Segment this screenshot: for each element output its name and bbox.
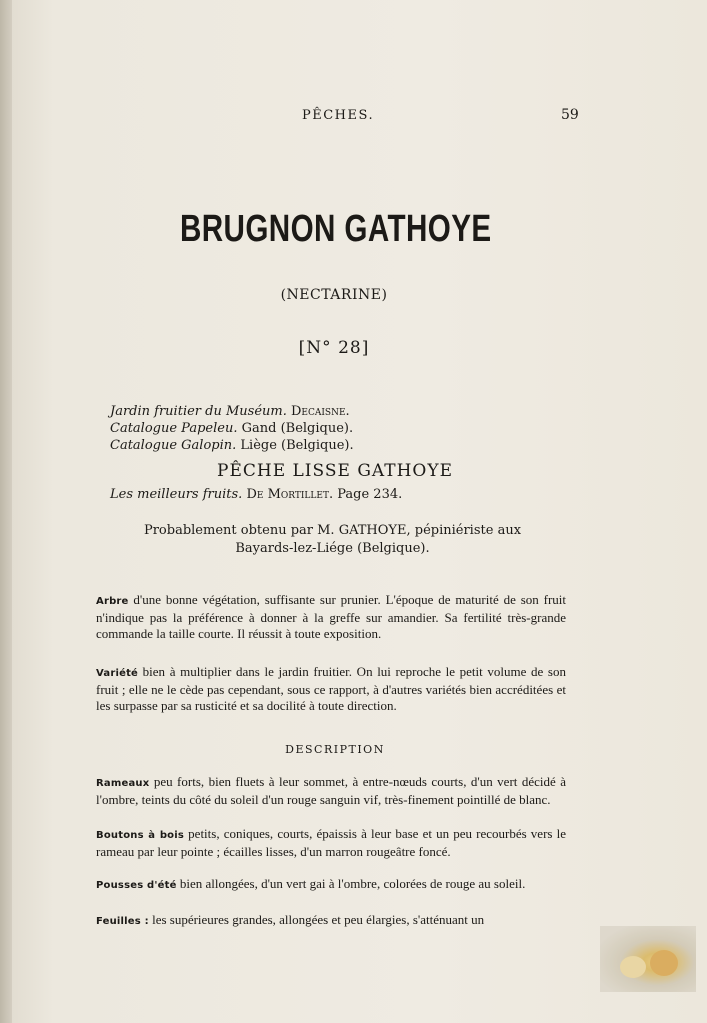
fruit-icon bbox=[620, 956, 646, 978]
paragraph-pousses: Pousses d'été bien allongées, d'un vert gai à l'ombre, colorées de rouge au soleil. bbox=[96, 876, 526, 891]
description-heading: DESCRIPTION bbox=[285, 743, 385, 756]
paragraph-boutons: Boutons à bois petits, coniques, courts, épaissis à leur base et un peu recourbés vers le rameau par leur pointe ; écailles lisses, d'un marron rougeâtre foncé. bbox=[96, 826, 566, 859]
paragraph-rameaux: Rameaux peu forts, bien fluets à leur sommet, à entre-nœuds courts, d'un vert décidé à l'ombre, teints du côté du soleil d'un rouge sanguin vif, très-finement pointillé de blanc. bbox=[96, 774, 566, 807]
entry-number: [N° 28] bbox=[298, 338, 370, 358]
page bbox=[12, 0, 707, 1023]
reference-item: Jardin fruitier du Muséum. Decaisne. bbox=[110, 404, 350, 419]
fruit-thumbnail-image bbox=[600, 926, 696, 992]
paragraph-variete: Variété bien à multiplier dans le jardin fruitier. On lui reproche le petit volume de son fruit ; elle ne le cède pas cependant, sous ce rapport, à d'autres variétés bien accréditées et les surpasse par sa rusticité et sa docilité à toute direction. bbox=[96, 664, 566, 713]
synonym-reference: Les meilleurs fruits. De Mortillet. Page 234. bbox=[110, 487, 403, 502]
references-list bbox=[110, 403, 354, 454]
book-spine-edge bbox=[0, 0, 12, 1023]
synonym-heading: PÊCHE LISSE GATHOYE bbox=[217, 461, 453, 481]
running-header: PÊCHES. bbox=[302, 108, 375, 123]
reference-item: Catalogue Papeleu. Gand (Belgique). bbox=[110, 421, 354, 436]
subtitle: (NECTARINE) bbox=[280, 287, 388, 303]
reference-item: Catalogue Galopin. Liège (Belgique). bbox=[110, 438, 354, 453]
title-container bbox=[0, 208, 672, 251]
fruit-icon bbox=[650, 950, 678, 976]
paragraph-arbre: Arbre d'une bonne végétation, suffisante sur prunier. L'époque de maturité de son fruit n'indique pas la préférence à donner à la greffe sur amandier. Sa fertilité très-grande commande la taille courte. Il réussit à toute exposition. bbox=[96, 592, 566, 641]
page-title: BRUGNON GATHOYE bbox=[180, 208, 492, 250]
origin-note: Probablement obtenu par M. GATHOYE, pépiniériste aux Bayards-lez-Liége (Belgique). bbox=[143, 523, 522, 556]
paragraph-feuilles: Feuilles : les supérieures grandes, allongées et peu élargies, s'atténuant un bbox=[96, 912, 485, 927]
page-number: 59 bbox=[561, 107, 579, 123]
